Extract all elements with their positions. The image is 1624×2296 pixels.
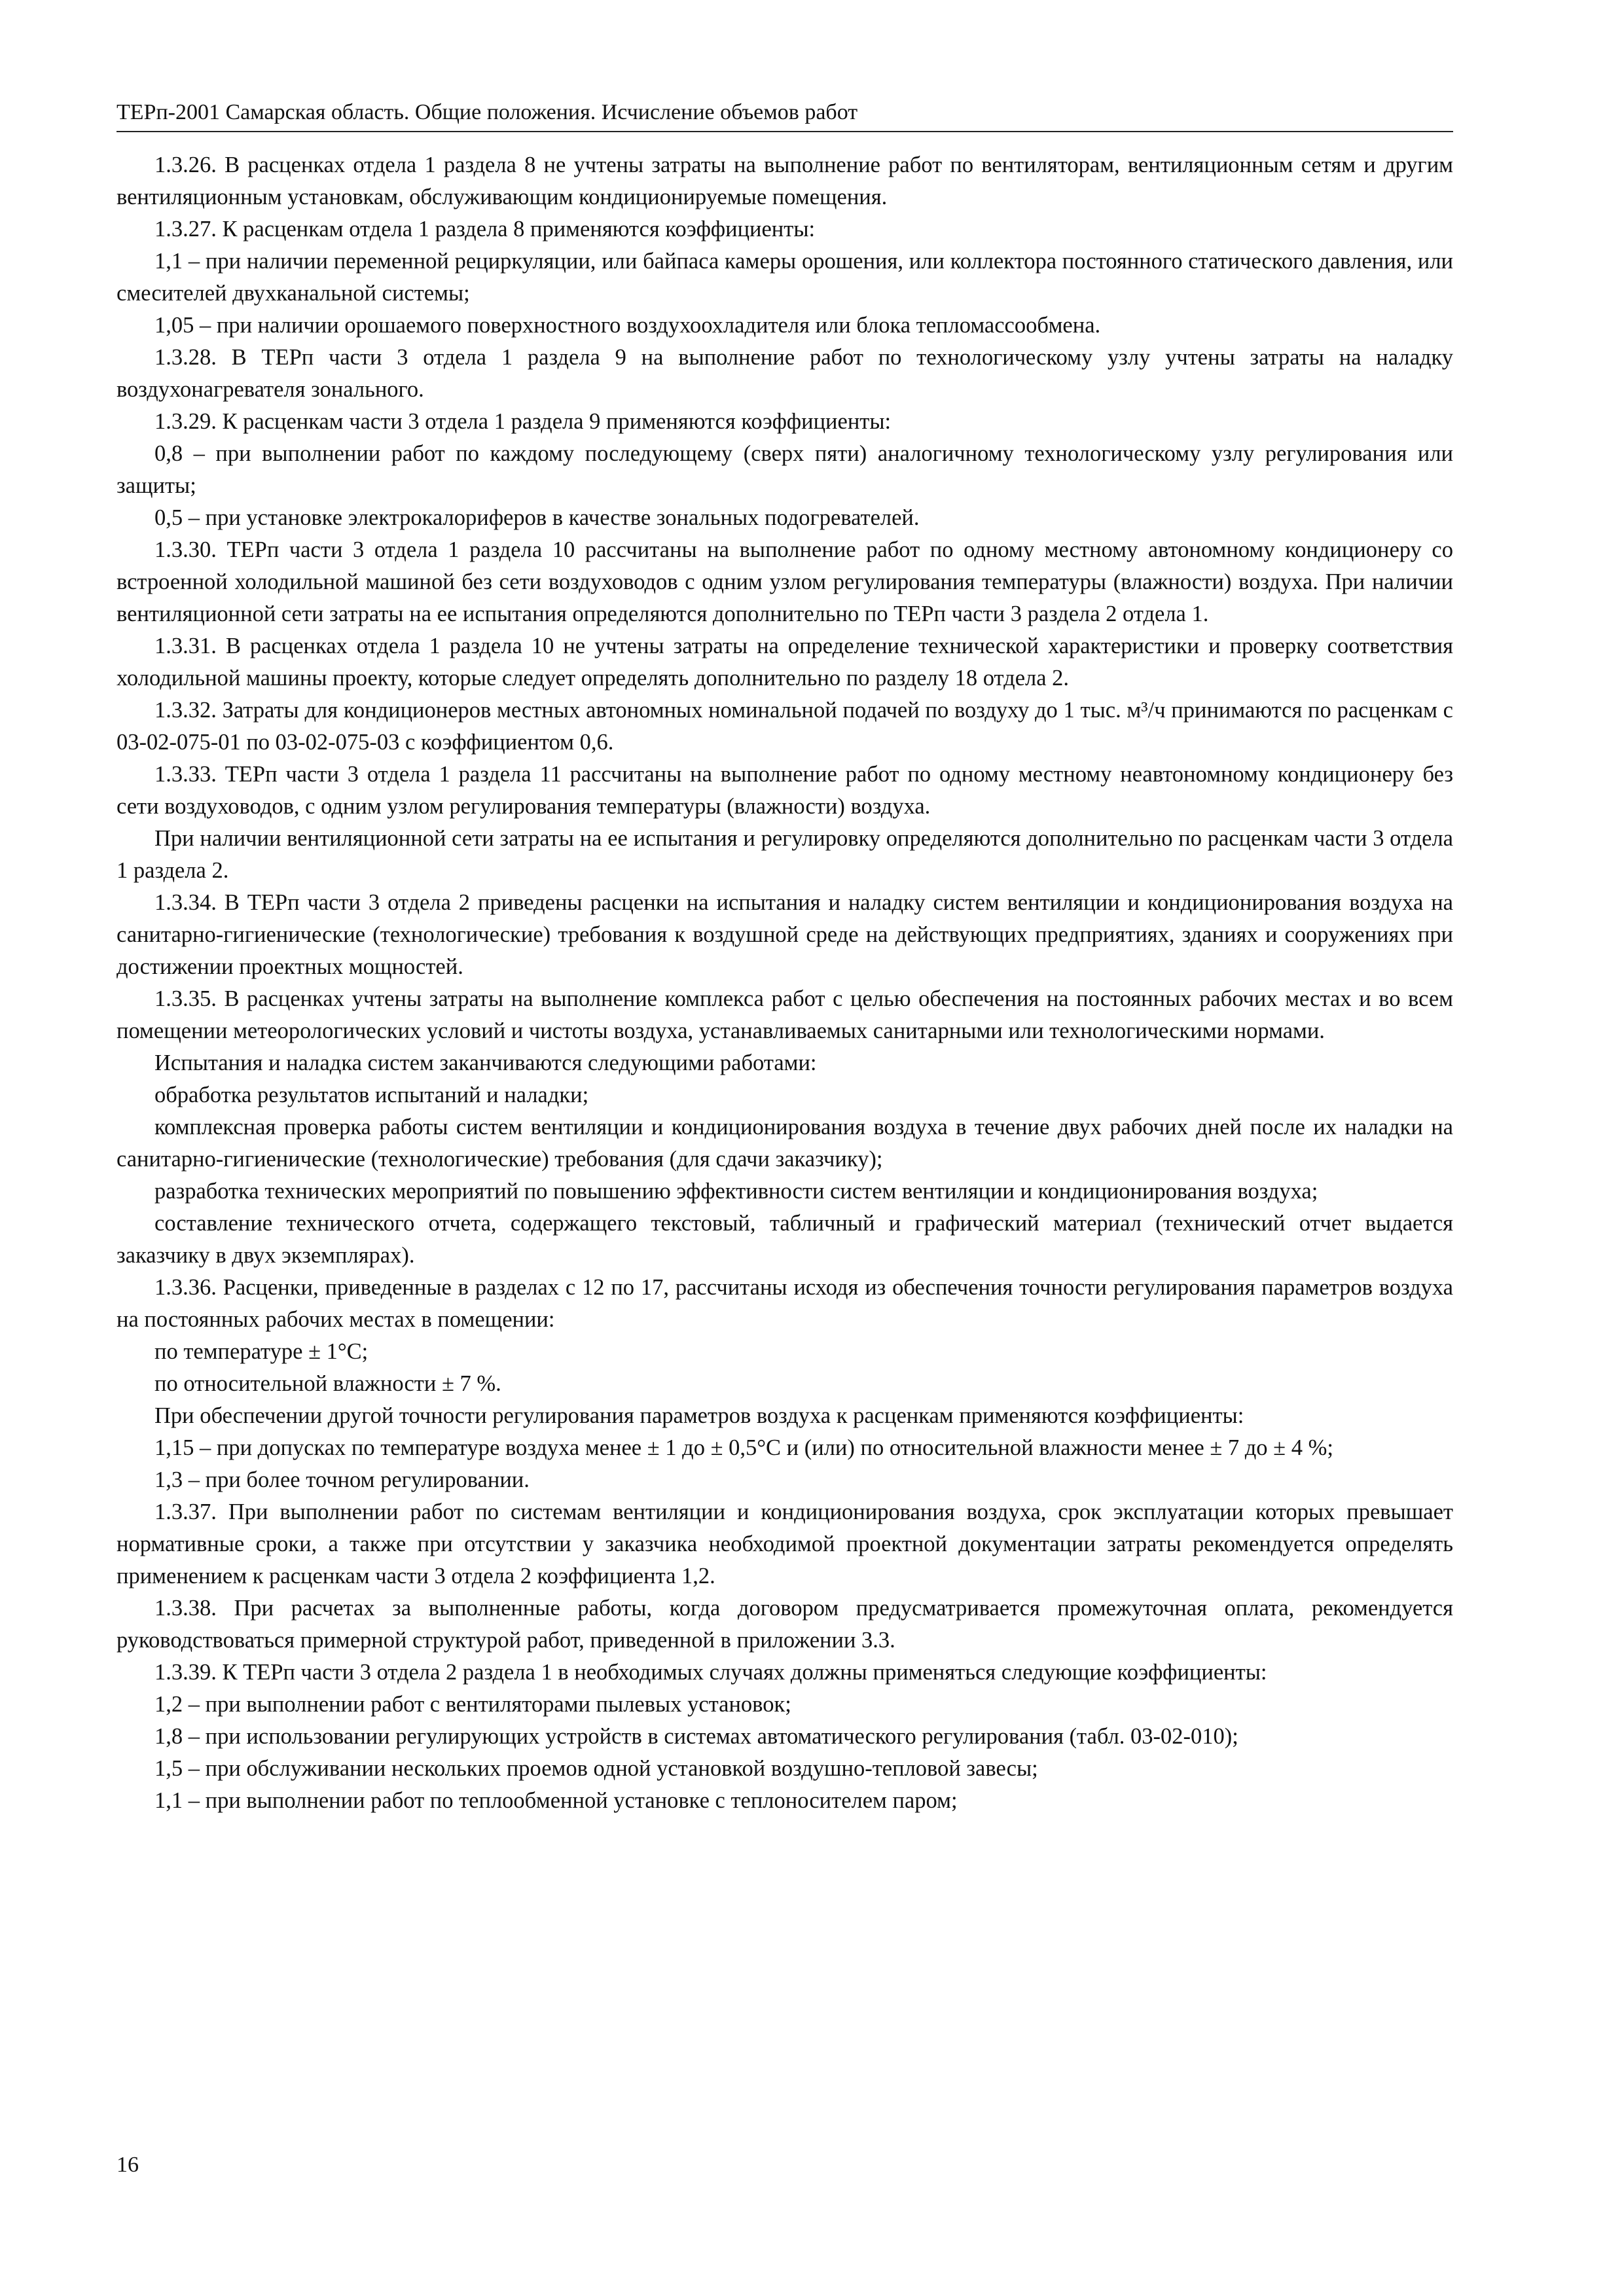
paragraph-1-3-29: 1.3.29. К расценкам части 3 отдела 1 раздела 9 применяются коэффициенты: — [154, 409, 892, 434]
paragraph-1-3-31: 1.3.31. В расценках отдела 1 раздела 10 не учтены затраты на определение технической характеристики и проверку соответствия холодильной машины проекту, которые следует определять дополнительно по разделу 18 отдела 2. — [117, 634, 1453, 691]
list-item: по температуре ± 1°C; — [154, 1339, 369, 1364]
page-number: 16 — [117, 2153, 139, 2177]
paragraph-1-3-32: 1.3.32. Затраты для кондиционеров местных автономных номинальной подачей по воздуху до 1 тыс. м³/ч принимаются по расценкам с 03-02-075-01 по 03-02-075-03 с коэффициентом 0,6. — [117, 698, 1453, 755]
coefficient-item: 0,5 – при установке электрокалориферов в качестве зональных подогревателей. — [154, 505, 920, 530]
coefficient-item: 0,8 – при выполнении работ по каждому последующему (сверх пяти) аналогичному технологическому узлу регулирования или защиты; — [117, 441, 1453, 498]
paragraph-1-3-34: 1.3.34. В ТЕРп части 3 отдела 2 приведены расценки на испытания и наладку систем вентиляции и кондиционирования воздуха на санитарно-гигиенические (технологические) требования к воздушной среде на действующих предприятиях, зданиях и сооружениях при достижении проектных мощностей. — [117, 890, 1453, 979]
paragraph-text: При наличии вентиляционной сети затраты на ее испытания и регулировку определяются дополнительно по расценкам части 3 отдела 1 раздела 2. — [117, 826, 1453, 883]
paragraph-text: При обеспечении другой точности регулирования параметров воздуха к расценкам применяются коэффициенты: — [154, 1403, 1244, 1428]
coefficient-item: 1,3 – при более точном регулировании. — [154, 1467, 530, 1492]
running-header: ТЕРп-2001 Самарская область. Общие положения. Исчисление объемов работ — [117, 98, 1453, 132]
document-body — [117, 149, 1453, 1817]
paragraph-text: Испытания и наладка систем заканчиваются следующими работами: — [154, 1050, 817, 1075]
paragraph-1-3-35: 1.3.35. В расценках учтены затраты на выполнение комплекса работ с целью обеспечения на постоянных рабочих местах и во всем помещении метеорологических условий и чистоты воздуха, устанавливаемых санитарными или технологическими нормами. — [117, 986, 1453, 1043]
list-item: по относительной влажности ± 7 %. — [154, 1371, 501, 1396]
paragraph-1-3-28: 1.3.28. В ТЕРп части 3 отдела 1 раздела 9 на выполнение работ по технологическому узлу учтены затраты на наладку воздухонагревателя зонального. — [117, 345, 1453, 402]
paragraph-1-3-39: 1.3.39. К ТЕРп части 3 отдела 2 раздела 1 в необходимых случаях должны применяться следующие коэффициенты: — [154, 1660, 1267, 1685]
paragraph-1-3-37: 1.3.37. При выполнении работ по системам вентиляции и кондиционирования воздуха, срок эксплуатации которых превышает нормативные сроки, а также при отсутствии у заказчика необходимой проектной документации затраты рекомендуется определять применением к расценкам части 3 отдела 2 коэффициента 1,2. — [117, 1499, 1453, 1588]
list-item: комплексная проверка работы систем вентиляции и кондиционирования воздуха в течение двух рабочих дней после их наладки на санитарно-гигиенические (технологические) требования (для сдачи заказчику); — [117, 1115, 1453, 1172]
coefficient-item: 1,5 – при обслуживании нескольких проемов одной установкой воздушно-тепловой завесы; — [154, 1756, 1038, 1781]
paragraph-1-3-36: 1.3.36. Расценки, приведенные в разделах с 12 по 17, рассчитаны исходя из обеспечения точности регулирования параметров воздуха на постоянных рабочих местах в помещении: — [117, 1275, 1453, 1332]
paragraph-1-3-38: 1.3.38. При расчетах за выполненные работы, когда договором предусматривается промежуточная оплата, рекомендуется руководствоваться примерной структурой работ, приведенной в приложении 3.3. — [117, 1596, 1453, 1653]
paragraph-1-3-33: 1.3.33. ТЕРп части 3 отдела 1 раздела 11 рассчитаны на выполнение работ по одному местному неавтономному кондиционеру без сети воздуховодов, с одним узлом регулирования температуры (влажности) воздуха. — [117, 762, 1453, 819]
coefficient-item: 1,2 – при выполнении работ с вентиляторами пылевых установок; — [154, 1692, 791, 1717]
paragraph-1-3-30: 1.3.30. ТЕРп части 3 отдела 1 раздела 10 рассчитаны на выполнение работ по одному местному автономному кондиционеру со встроенной холодильной машиной без сети воздуховодов с одним узлом регулирования температуры (влажности) воздуха. При наличии вентиляционной сети затраты на ее испытания определяются дополнительно по ТЕРп части 3 раздела 2 отдела 1. — [117, 537, 1453, 626]
list-item: разработка технических мероприятий по повышению эффективности систем вентиляции и кондиционирования воздуха; — [154, 1179, 1318, 1204]
coefficient-item: 1,8 – при использовании регулирующих устройств в системах автоматического регулирования (табл. 03-02-010); — [154, 1724, 1238, 1749]
paragraph-1-3-26: 1.3.26. В расценках отдела 1 раздела 8 не учтены затраты на выполнение работ по вентиляторам, вентиляционным сетям и другим вентиляционным установкам, обслуживающим кондиционируемые помещения. — [117, 152, 1453, 209]
coefficient-item: 1,05 – при наличии орошаемого поверхностного воздухоохладителя или блока тепломассообмена. — [154, 313, 1101, 338]
paragraph-1-3-27: 1.3.27. К расценкам отдела 1 раздела 8 применяются коэффициенты: — [154, 217, 816, 242]
coefficient-item: 1,1 – при наличии переменной рециркуляции, или байпаса камеры орошения, или коллектора постоянного статического давления, или смесителей двухканальной системы; — [117, 249, 1453, 306]
coefficient-item: 1,15 – при допусках по температуре воздуха менее ± 1 до ± 0,5°C и (или) по относительной влажности менее ± 7 до ± 4 %; — [154, 1435, 1333, 1460]
list-item: составление технического отчета, содержащего текстовый, табличный и графический материал (технический отчет выдается заказчику в двух экземплярах). — [117, 1211, 1453, 1268]
list-item: обработка результатов испытаний и наладки; — [154, 1083, 589, 1107]
coefficient-item: 1,1 – при выполнении работ по теплообменной установке с теплоносителем паром; — [154, 1788, 958, 1813]
